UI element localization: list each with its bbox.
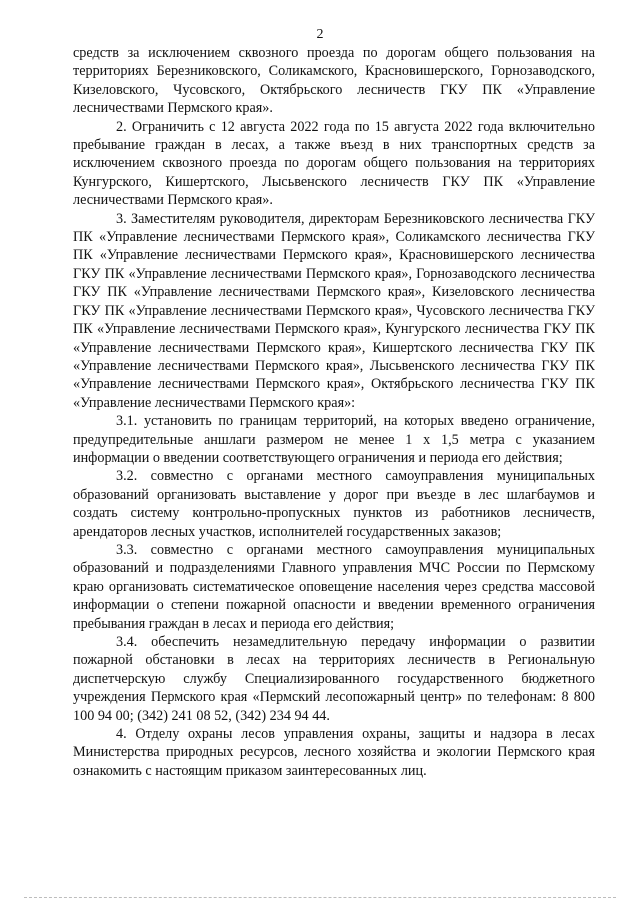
paragraph: 3.2. совместно с органами местного самоуправления муниципальных образований организовать выставление у дорог при въезде в лес шлагбаумов и создать систему контрольно-пропускных пунктов из работников лесничеств, арендаторов лесных участков, исполнителей государственных заказов; [73, 468, 595, 540]
document-body [73, 44, 595, 780]
paragraph: 2. Ограничить с 12 августа 2022 года по 15 августа 2022 года включительно пребывание граждан в лесах, а также въезд в них транспортных средств за исключением сквозного проезда по дорогам общего пользования на территориях Кунгурского, Кишертского, Лысьвенского лесничеств ГКУ ПК «Управление лесничествами Пермского края». [73, 118, 595, 209]
paragraph: средств за исключением сквозного проезда по дорогам общего пользования на территориях Березниковского, Соликамского, Красновишерского, Горнозаводского, Кизеловского, Чусовского, Октябрьского лесничеств ГКУ ПК «Управление лесничествами Пермского края». [73, 45, 595, 117]
paragraph: 3.4. обеспечить незамедлительную передачу информации о развитии пожарной обстановки в лесах на территориях лесничеств в Региональную диспетчерскую службу Специализированного государственного бюджетного учреждения Пермского края «Пермский лесопожарный центр» по телефонам: 8 800 100 94 00; (342) 241 08 52, (342) 234 94 44. [73, 634, 595, 724]
paragraph: 3. Заместителям руководителя, директорам Березниковского лесничества ГКУ ПК «Управление лесничествами Пермского края», Соликамского лесничества ГКУ ПК «Управление лесничествами Пермского края», Красновишерского лесничества ГКУ ПК «Управление лесничествами Пермского края», Горнозаводского лесничества ГКУ ПК «Управление лесничествами Пермского края», Кизеловского лесничества ГКУ ПК «Управление лесничествами Пермского края», Чусовского лесничества ГКУ ПК «Управление лесничествами Пермского края», Кунгурского лесничества ГКУ ПК «Управление лесничествами Пермского края», Кишертского лесничества ГКУ ПК «Управление лесничествами Пермского края», Лысьвенского лесничества ГКУ ПК «Управление лесничествами Пермского края», Октябрьского лесничества ГКУ ПК «Управление лесничествами Пермского края»: [73, 210, 595, 411]
paragraph: 3.1. установить по границам территорий, на которых введено ограничение, предупредительные аншлаги размером не менее 1 х 1,5 метра с указанием информации о введении соответствующего ограничения и периода его действия; [73, 413, 595, 466]
paragraph: 4. Отделу охраны лесов управления охраны, защиты и надзора в лесах Министерства природных ресурсов, лесного хозяйства и экологии Пермского края ознакомить с настоящим приказом заинтересованных лиц. [73, 726, 595, 779]
page-number: 2 [316, 27, 324, 42]
scan-edge-line [24, 897, 616, 899]
paragraph: 3.3. совместно с органами местного самоуправления муниципальных образований и подразделениями Главного управления МЧС России по Пермскому краю организовать систематическое оповещение населения через средства массовой информации о степени пожарной опасности и введении временного ограничения пребывания граждан в лесах и периода его действия; [73, 541, 595, 632]
